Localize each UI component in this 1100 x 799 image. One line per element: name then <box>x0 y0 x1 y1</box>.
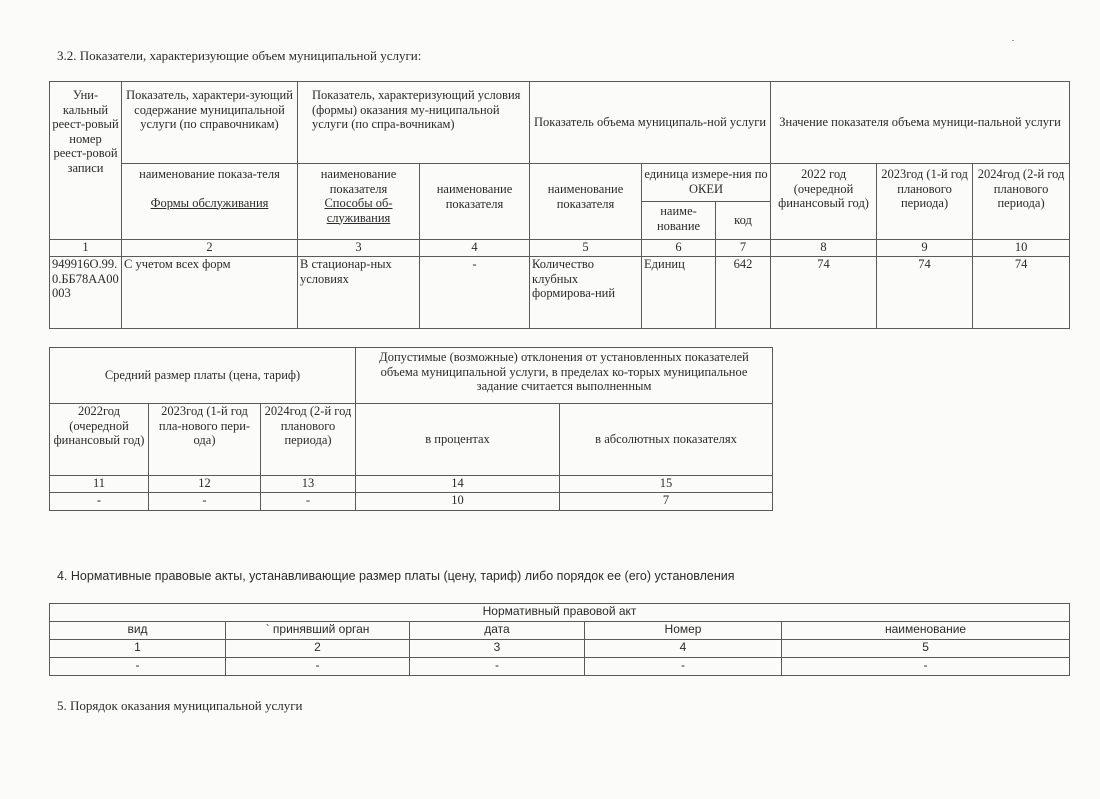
column-number: 4 <box>585 640 782 658</box>
fee-2024-cell: - <box>261 493 356 511</box>
unit-cell: Единиц <box>642 257 716 329</box>
condition-indicator-value: Способы об-служивания <box>324 196 393 225</box>
value-2024-cell: 74 <box>973 257 1070 329</box>
column-number: 8 <box>771 240 877 257</box>
value-2023-cell: 74 <box>877 257 973 329</box>
header-condition-name: наименование показателя Способы об-служивания <box>298 164 420 240</box>
column-number: 6 <box>642 240 716 257</box>
legal-acts-table <box>49 603 1070 676</box>
column-number: 13 <box>261 476 356 493</box>
type-cell: - <box>50 658 226 676</box>
table-row <box>50 257 1070 329</box>
column-number: 3 <box>298 240 420 257</box>
header-number: Номер <box>585 622 782 640</box>
column-number: 2 <box>226 640 410 658</box>
code-cell: 642 <box>716 257 771 329</box>
header-year-2024: 2024год (2-й год планового периода) <box>973 164 1070 240</box>
fee-2023-cell: - <box>149 493 261 511</box>
unique-record-number: 949916О.99.0.ББ78АА00003 <box>50 257 122 329</box>
header-year-2023: 2023год (1-й год планового периода) <box>877 164 973 240</box>
fee-deviation-table <box>49 347 773 511</box>
header-volume-name: наименование показателя <box>530 164 642 240</box>
column-number: 2 <box>122 240 298 257</box>
content-cell: С учетом всех форм <box>122 257 298 329</box>
header-condition-indicator: Показатель, характеризующий условия (формы) оказания му-ниципальной услуги (по спра-вочникам) <box>298 82 530 164</box>
condition-2-cell: - <box>420 257 530 329</box>
header-percent: в процентах <box>356 404 560 476</box>
header-volume-indicator: Показатель объема муниципаль-ной услуги <box>530 82 771 164</box>
scan-speck <box>1012 40 1014 41</box>
column-number: 7 <box>716 240 771 257</box>
header-allowed-deviation: Допустимые (возможные) отклонения от установленных показателей объема муниципальной услуги, в пределах ко-торых муниципальное задание считается выполненным <box>356 348 773 404</box>
volume-name-cell: Количество клубных формирова-ний <box>530 257 642 329</box>
column-number: 9 <box>877 240 973 257</box>
header-fee-2023: 2023год (1-й год пла-нового пери-ода) <box>149 404 261 476</box>
volume-indicators-table <box>49 81 1070 329</box>
header-fee-2024: 2024год (2-й год планового периода) <box>261 404 356 476</box>
name-cell: - <box>782 658 1070 676</box>
header-fee-2022: 2022год (очередной финансовый год) <box>50 404 149 476</box>
column-number: 15 <box>560 476 773 493</box>
header-condition-name-2: наименование показателя <box>420 164 530 240</box>
deviation-percent-cell: 10 <box>356 493 560 511</box>
header-okei-code: код <box>716 202 771 240</box>
section-5-heading: 5. Порядок оказания муниципальной услуги <box>57 698 303 713</box>
header-year-2022: 2022 год (очередной финансовый год) <box>771 164 877 240</box>
column-number: 5 <box>530 240 642 257</box>
date-cell: - <box>410 658 585 676</box>
header-unique-number: Уни-кальный реест-ровый номер реест-ровой записи <box>50 82 122 240</box>
column-number: 5 <box>782 640 1070 658</box>
header-absolute: в абсолютных показателях <box>560 404 773 476</box>
header-okei-name: наиме-нование <box>642 202 716 240</box>
column-number: 1 <box>50 640 226 658</box>
deviation-absolute-cell: 7 <box>560 493 773 511</box>
section-3-2-heading: 3.2. Показатели, характеризующие объем муниципальной услуги: <box>57 48 422 63</box>
header-issuing-body: ` принявший орган <box>226 622 410 640</box>
table-row <box>50 658 1070 676</box>
number-cell: - <box>585 658 782 676</box>
header-type: вид <box>50 622 226 640</box>
column-numbers-row <box>50 476 773 493</box>
column-numbers-row <box>50 640 1070 658</box>
column-number: 14 <box>356 476 560 493</box>
value-2022-cell: 74 <box>771 257 877 329</box>
header-content-indicator: Показатель, характери-зующий содержание муниципальной услуги (по справочникам) <box>122 82 298 164</box>
column-number: 11 <box>50 476 149 493</box>
column-numbers-row <box>50 240 1070 257</box>
section-4-heading: 4. Нормативные правовые акты, устанавливающие размер платы (цену, тариф) либо порядок ее (его) установления <box>57 569 735 583</box>
header-okei-unit: единица измере-ния по ОКЕИ <box>642 164 771 202</box>
header-date: дата <box>410 622 585 640</box>
table-row <box>50 493 773 511</box>
column-number: 1 <box>50 240 122 257</box>
issuing-body-cell: - <box>226 658 410 676</box>
header-average-fee: Средний размер платы (цена, тариф) <box>50 348 356 404</box>
condition-cell: В стационар-ных условиях <box>298 257 420 329</box>
column-number: 12 <box>149 476 261 493</box>
header-name: наименование <box>782 622 1070 640</box>
legal-act-title: Нормативный правовой акт <box>50 604 1070 622</box>
header-content-name: наименование показа-теля Формы обслуживания <box>122 164 298 240</box>
column-number: 4 <box>420 240 530 257</box>
column-number: 10 <box>973 240 1070 257</box>
fee-2022-cell: - <box>50 493 149 511</box>
column-number: 3 <box>410 640 585 658</box>
header-volume-value: Значение показателя объема муници-пальной услуги <box>771 82 1070 164</box>
content-indicator-value: Формы обслуживания <box>150 195 269 210</box>
